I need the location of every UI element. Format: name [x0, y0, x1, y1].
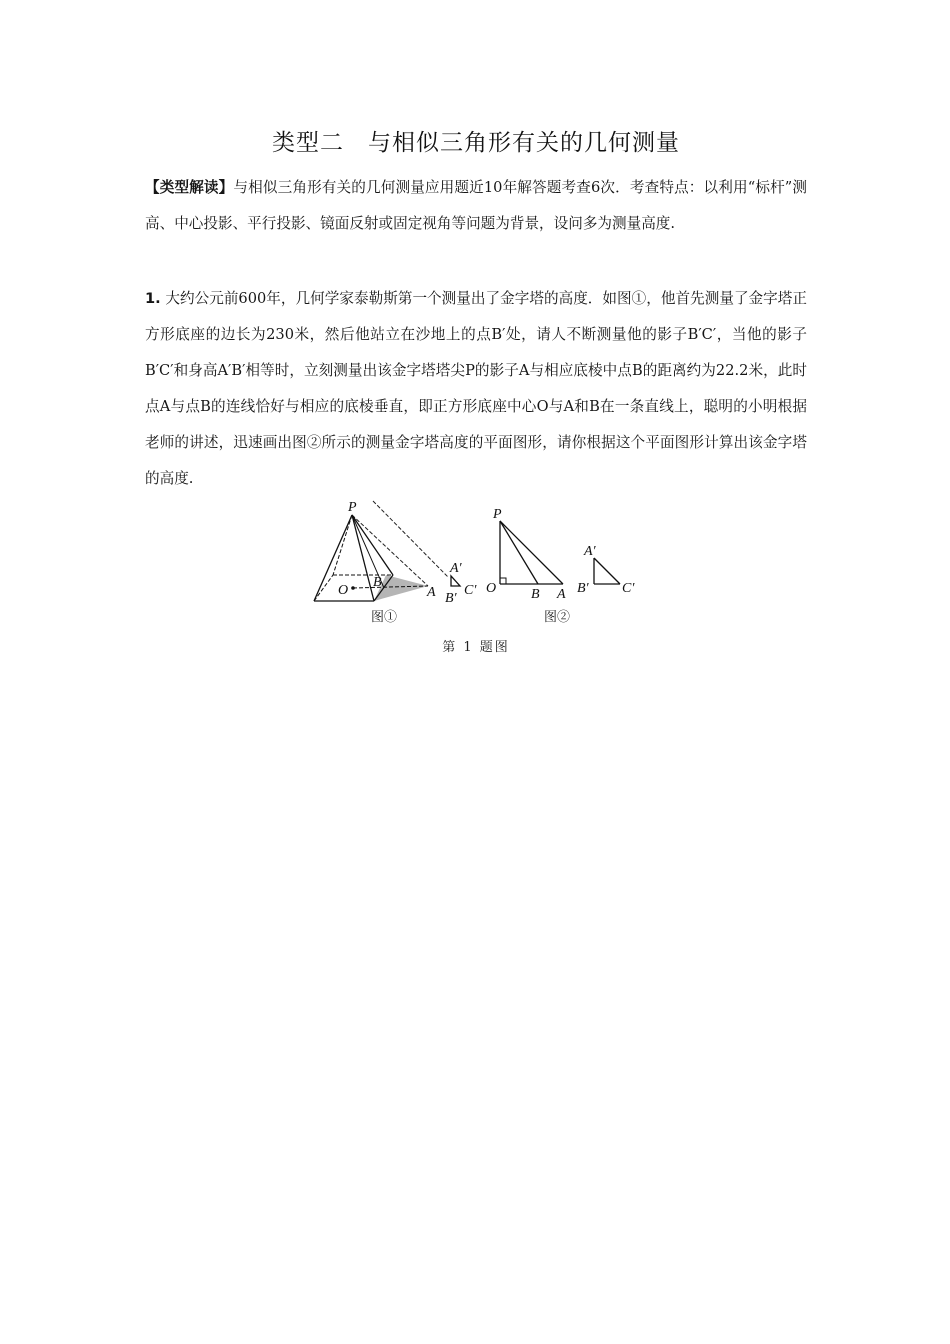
- section-title: 类型二 与相似三角形有关的几何测量: [272, 130, 680, 156]
- intro-tag: 【类型解读】: [145, 179, 234, 196]
- question-text: 大约公元前600年，几何学家泰勒斯第一个测量出了金字塔的高度．如图①，他首先测量了金字塔正方形底座的边长为230米，然后他站立在沙地上的点B′处，请人不断测量他的影子B′C′，当他的影子B′C′和身高A′B′相等时，立刻测量出该金字塔塔尖P的影子A与相应底棱中点B的距离约为22.2米，此时点A与点B的连线恰好与相应的底棱垂直，即正方形底座中心O与A和B在一条直线上，聪明的小明根据老师的讲述，迅速画出图②所示的测量金字塔高度的平面图形，请你根据这个平面图形计算出该金字塔的高度.: [145, 290, 807, 487]
- fig2-label-B-prime: B′: [577, 581, 589, 596]
- fig2-label-A: A: [557, 587, 566, 602]
- fig1-label-P: P: [348, 500, 357, 515]
- figure-2-plane: [480, 500, 650, 610]
- fig1-label-A: A: [427, 585, 436, 600]
- fig1-label-B-prime: B′: [445, 591, 457, 606]
- fig1-label-O: O: [338, 583, 349, 598]
- figure-1-caption: 图①: [371, 610, 398, 625]
- fig2-label-A-prime: A′: [584, 544, 596, 559]
- fig1-label-A-prime: A′: [450, 561, 462, 576]
- fig2-label-C-prime: C′: [622, 581, 635, 596]
- fig2-label-O: O: [486, 581, 497, 596]
- intro-text: 与相似三角形有关的几何测量应用题近10年解答题考查6次．考查特点：以利用“标杆”测高、中心投影、平行投影、镜面反射或固定视角等问题为背景，设问多为测量高度.: [145, 179, 807, 232]
- figure-title: 第 1 题图: [442, 640, 510, 655]
- figure-2-caption: 图②: [544, 610, 571, 625]
- intro-paragraph: [145, 170, 807, 242]
- fig2-label-B: B: [531, 587, 540, 602]
- fig2-label-P: P: [493, 507, 502, 522]
- question-1: [145, 281, 807, 497]
- question-number: 1.: [145, 290, 161, 307]
- fig1-label-B: B: [373, 575, 382, 590]
- fig1-label-C-prime: C′: [464, 583, 477, 598]
